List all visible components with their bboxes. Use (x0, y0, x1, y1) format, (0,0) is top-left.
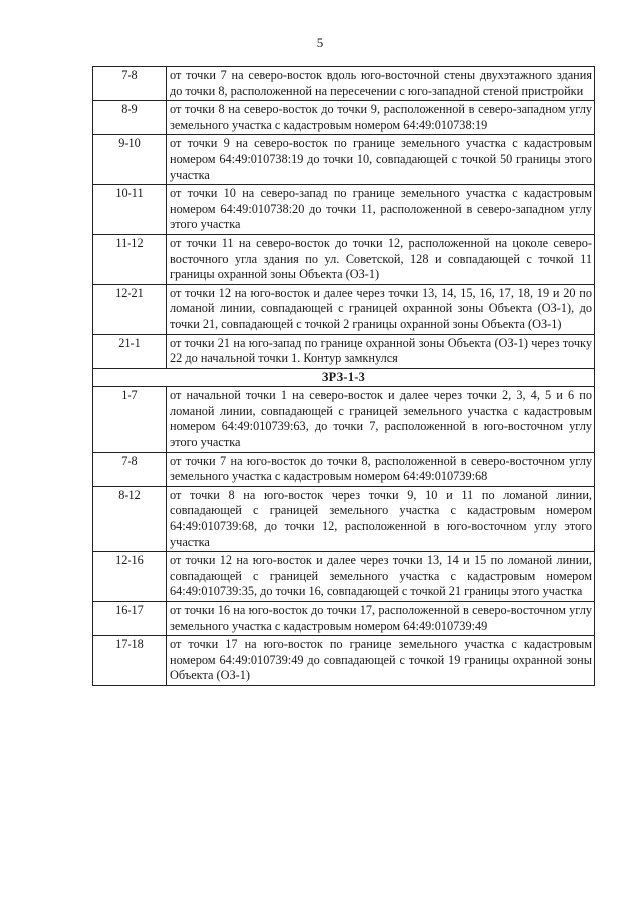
description-cell: от точки 12 на юго-восток и далее через точки 13, 14, 15, 16, 17, 18, 19 и 20 по ломаной линии, совпадающей с границей охранной зоны Объекта (ОЗ-1), до точки 21, совпадающей с точкой 2 границы охранной зоны Объекта (ОЗ-1) (167, 284, 595, 334)
description-cell: от точки 8 на юго-восток через точки 9, 10 и 11 по ломаной линии, совпадающей с границей земельного участка с кадастровым номером 64:49:010739:68, до точки 12, расположенной в юго-восточном углу этого участка (167, 486, 595, 551)
section-title: ЗРЗ-1-3 (93, 368, 595, 387)
table-body-after (93, 387, 595, 686)
segment-cell: 12-21 (93, 284, 167, 334)
description-cell: от точки 16 на юго-восток до точки 17, расположенной в северо-восточном углу земельного участка с кадастровым номером 64:49:010739:49 (167, 602, 595, 636)
table-row (93, 334, 595, 368)
description-cell: от точки 17 на юго-восток по границе земельного участка с кадастровым номером 64:49:010739:49 до совпадающей с точкой 19 границы охранной зоны Объекта (ОЗ-1) (167, 636, 595, 686)
segment-cell: 16-17 (93, 602, 167, 636)
segment-cell: 8-12 (93, 486, 167, 551)
section-header-row (93, 368, 595, 387)
table-row (93, 284, 595, 334)
segment-cell: 1-7 (93, 387, 167, 452)
description-cell: от точки 8 на северо-восток до точки 9, расположенной в северо-западном углу земельного участка с кадастровым номером 64:49:010738:19 (167, 101, 595, 135)
table-row (93, 185, 595, 235)
table-row (93, 135, 595, 185)
description-cell: от точки 7 на северо-восток вдоль юго-восточной стены двухэтажного здания до точки 8, расположенной на пересечении с юго-западной стеной пристройки (167, 67, 595, 101)
description-cell: от точки 21 на юго-запад по границе охранной зоны Объекта (ОЗ-1) через точку 22 до начальной точки 1. Контур замкнулся (167, 334, 595, 368)
segment-cell: 8-9 (93, 101, 167, 135)
table-row (93, 602, 595, 636)
description-cell: от точки 10 на северо-запад по границе земельного участка с кадастровым номером 64:49:010738:20 до точки 11, расположенной в северо-западном углу этого участка (167, 185, 595, 235)
description-cell: от точки 7 на юго-восток до точки 8, расположенной в северо-восточном углу земельного участка с кадастровым номером 64:49:010739:68 (167, 452, 595, 486)
table-row (93, 387, 595, 452)
table-row (93, 67, 595, 101)
page-number: 5 (316, 35, 324, 50)
table-body-before (93, 67, 595, 369)
segment-cell: 9-10 (93, 135, 167, 185)
table-row (93, 636, 595, 686)
segment-cell: 21-1 (93, 334, 167, 368)
table-row (93, 486, 595, 551)
table-row (93, 234, 595, 284)
segment-cell: 12-16 (93, 552, 167, 602)
segment-cell: 7-8 (93, 67, 167, 101)
description-cell: от начальной точки 1 на северо-восток и далее через точки 2, 3, 4, 5 и 6 по ломаной линии, совпадающей с границей земельного участка с кадастровым номером 64:49:010739:63, до точки 7, расположенной в юго-восточном углу этого участка (167, 387, 595, 452)
segment-cell: 7-8 (93, 452, 167, 486)
description-cell: от точки 11 на северо-восток до точки 12, расположенной на цоколе северо-восточного угла здания по ул. Советской, 128 и совпадающей с точкой 11 границы охранной зоны Объекта (ОЗ-1) (167, 234, 595, 284)
segment-cell: 11-12 (93, 234, 167, 284)
description-cell: от точки 9 на северо-восток по границе земельного участка с кадастровым номером 64:49:010738:19 до точки 10, совпадающей с точкой 50 границы этого участка (167, 135, 595, 185)
segment-cell: 17-18 (93, 636, 167, 686)
table-row (93, 452, 595, 486)
boundary-description-table (92, 66, 595, 686)
description-cell: от точки 12 на юго-восток и далее через точки 13, 14 и 15 по ломаной линии, совпадающей с границей земельного участка с кадастровым номером 64:49:010739:35, до точки 16, совпадающей с точкой 21 границы этого участка (167, 552, 595, 602)
section-header-group (93, 368, 595, 387)
table-row (93, 101, 595, 135)
segment-cell: 10-11 (93, 185, 167, 235)
table-row (93, 552, 595, 602)
